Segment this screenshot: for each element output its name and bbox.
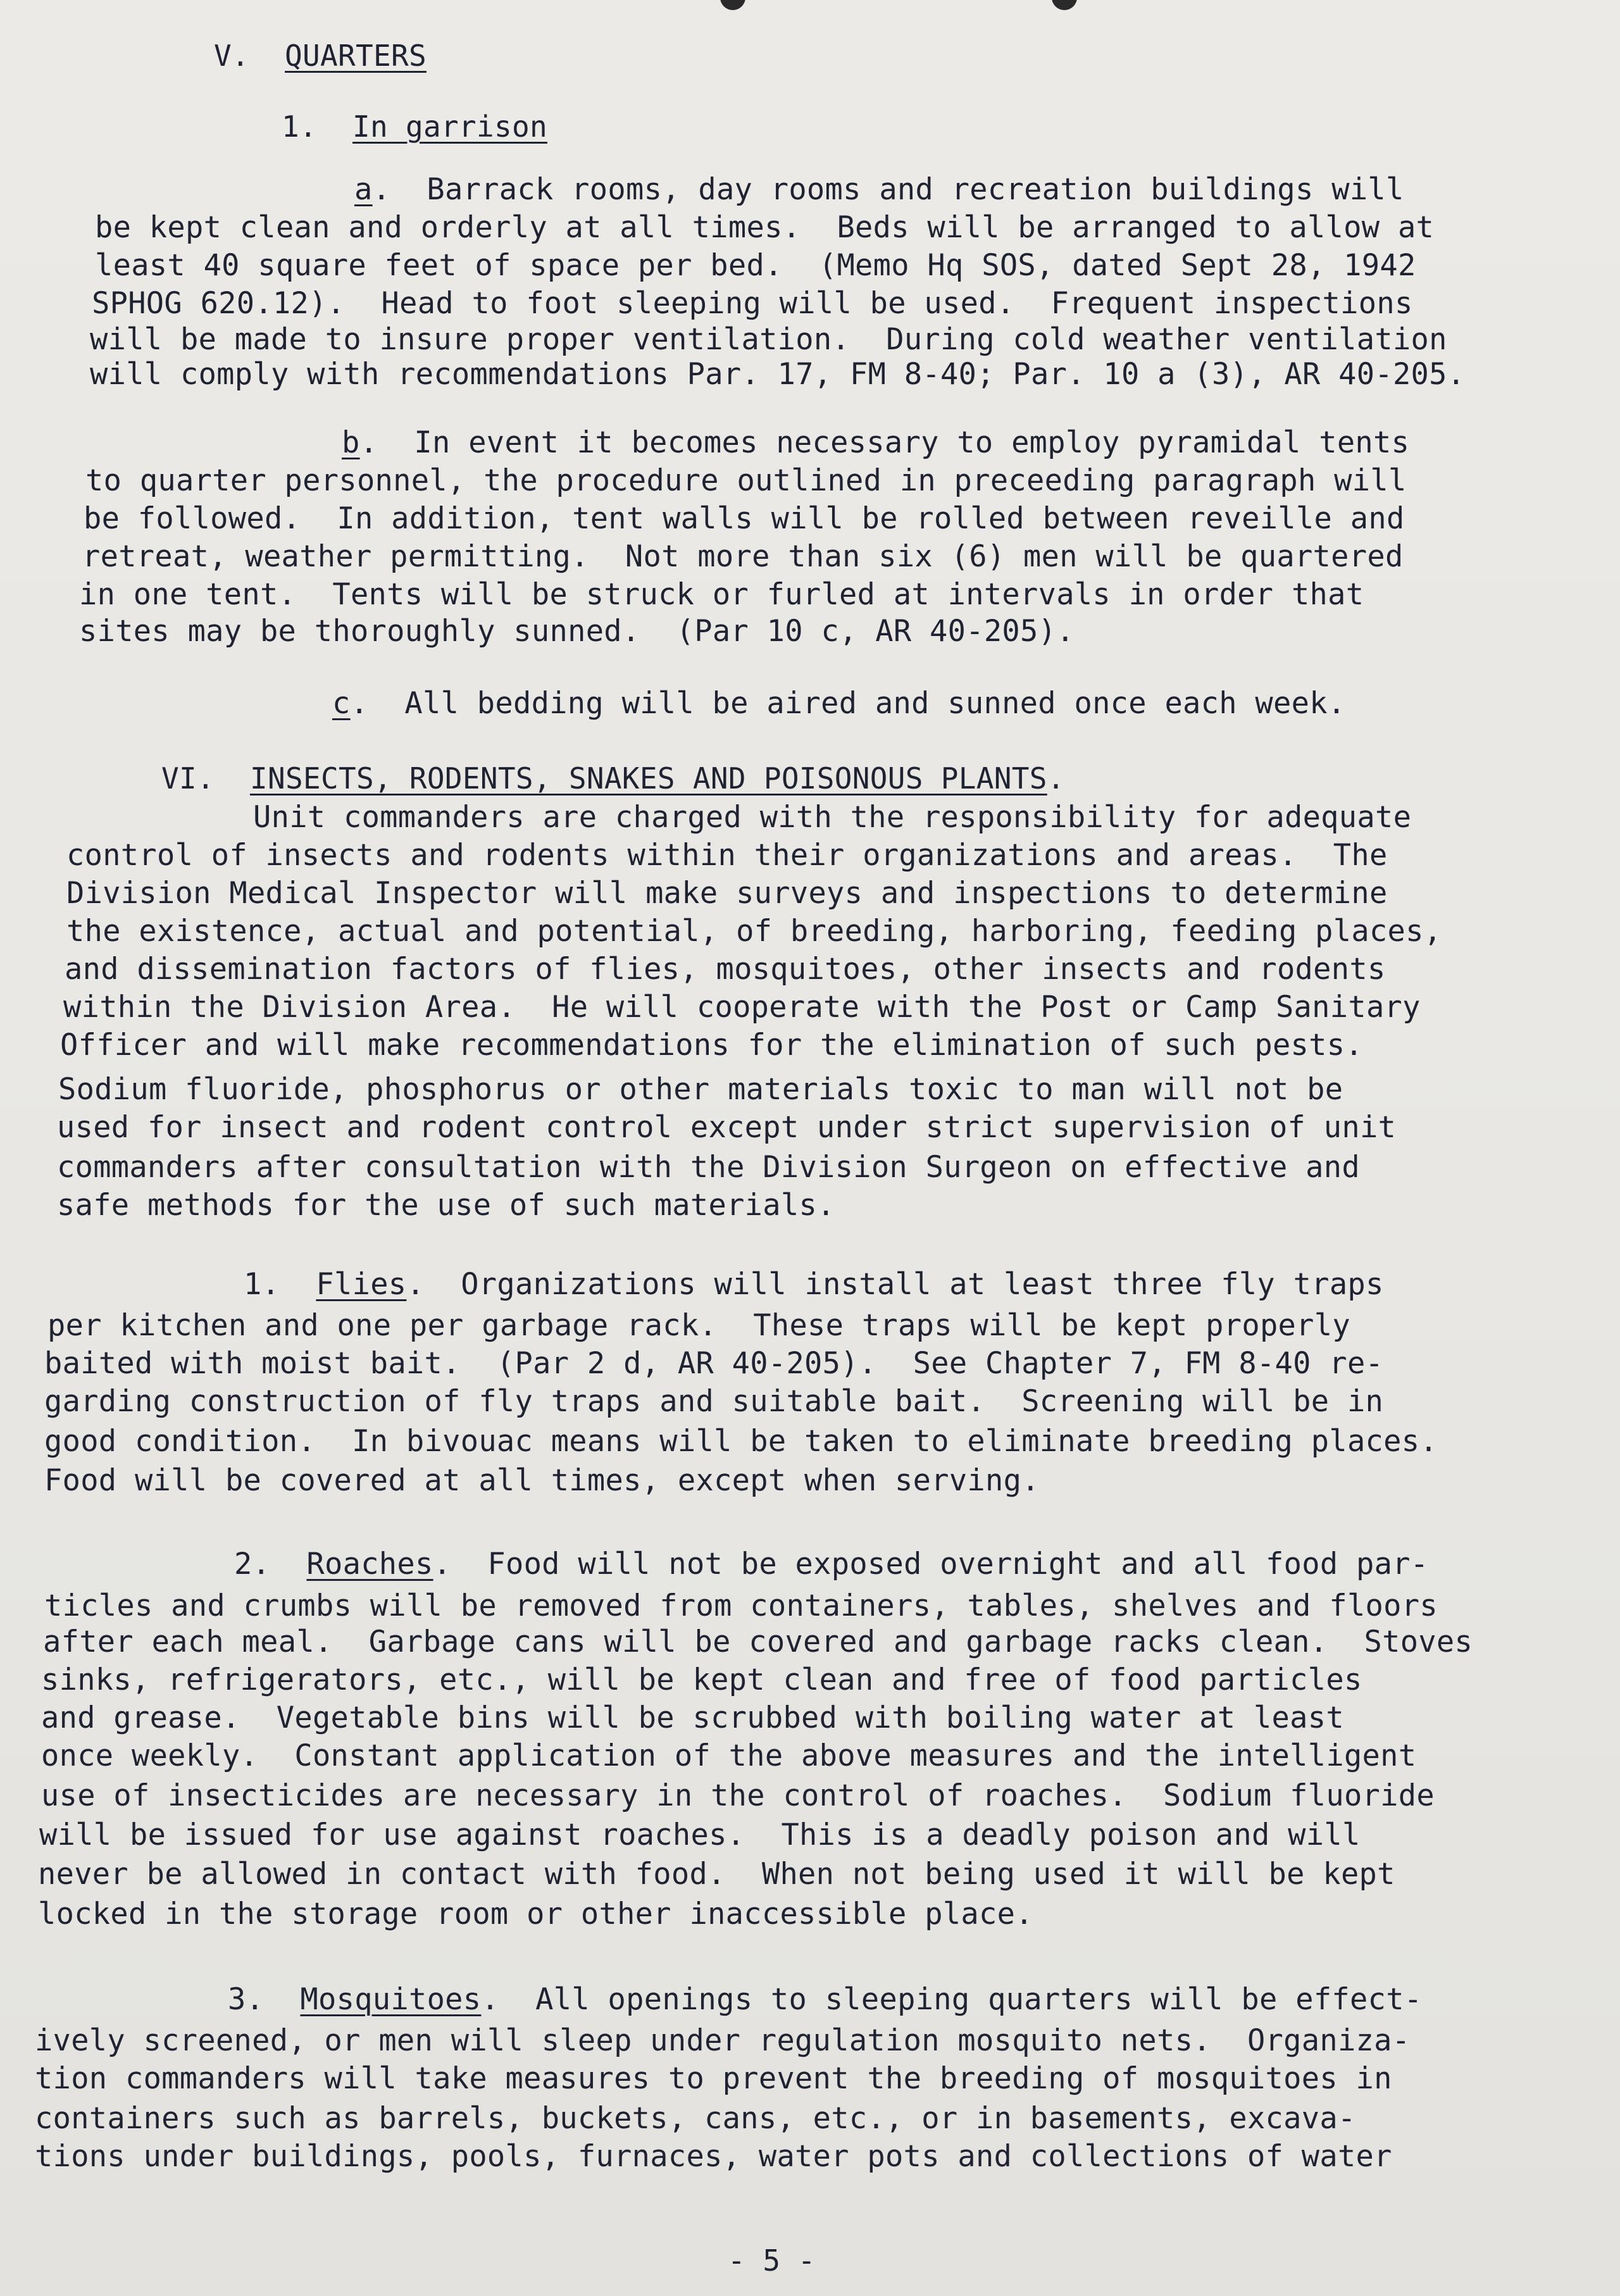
paragraph-line: after each meal. Garbage cans will be covered and garbage racks clean. Stoves	[43, 1625, 1473, 1659]
paragraph-letter: b	[342, 425, 360, 460]
paragraph-line: and grease. Vegetable bins will be scrubbed with boiling water at least	[41, 1700, 1344, 1735]
paragraph-line: a. Barrack rooms, day rooms and recreation buildings will	[354, 172, 1404, 207]
paragraph-line: and dissemination factors of flies, mosquitoes, other insects and rodents	[65, 952, 1386, 987]
paragraph-line: Division Medical Inspector will make surveys and inspections to determine	[66, 876, 1388, 911]
paragraph-line: used for insect and rodent control except under strict supervision of unit	[57, 1110, 1397, 1145]
paragraph-line: b. In event it becomes necessary to employ pyramidal tents	[342, 425, 1410, 460]
paragraph-line: garding construction of fly traps and suitable bait. Screening will be in	[44, 1384, 1384, 1419]
paragraph-line: Unit commanders are charged with the responsibility for adequate	[253, 800, 1412, 835]
paragraph-line: per kitchen and one per garbage rack. These traps will be kept properly	[47, 1308, 1350, 1343]
paragraph-line: in one tent. Tents will be struck or furled at intervals in order that	[79, 577, 1364, 612]
paragraph-line: SPHOG 620.12). Head to foot sleeping will be used. Frequent inspections	[92, 286, 1413, 321]
punch-hole	[1052, 0, 1077, 10]
paragraph-line: safe methods for the use of such materials.	[57, 1188, 835, 1223]
paragraph-line: will be issued for use against roaches. This is a deadly poison and will	[39, 1818, 1361, 1852]
paragraph-line: containers such as barrels, buckets, cans, etc., or in basements, excava-	[35, 2101, 1356, 2136]
paragraph-line: 2. Roaches. Food will not be exposed overnight and all food par-	[234, 1547, 1429, 1582]
paragraph-line: tions under buildings, pools, furnaces, water pots and collections of water	[35, 2139, 1392, 2174]
paragraph-line: good condition. In bivouac means will be taken to eliminate breeding places.	[44, 1424, 1438, 1459]
paragraph-line: tion commanders will take measures to prevent the breeding of mosquitoes in	[35, 2061, 1392, 2096]
paragraph-line: control of insects and rodents within their organizations and areas. The	[66, 838, 1388, 873]
paragraph-line: ively screened, or men will sleep under regulation mosquito nets. Organiza-	[35, 2023, 1411, 2058]
paragraph-line: locked in the storage room or other inaccessible place.	[38, 1897, 1033, 1931]
paragraph-letter: a	[354, 172, 373, 207]
paragraph-line: 3. Mosquitoes. All openings to sleeping quarters will be effect-	[228, 1982, 1423, 2017]
paragraph-line: be kept clean and orderly at all times. Beds will be arranged to allow at	[95, 210, 1435, 245]
punch-hole	[720, 0, 745, 10]
paragraph-line: Sodium fluoride, phosphorus or other materials toxic to man will not be	[58, 1072, 1343, 1107]
paragraph-line: within the Division Area. He will cooperate with the Post or Camp Sanitary	[63, 990, 1421, 1025]
paragraph-line: commanders after consultation with the Division Surgeon on effective and	[57, 1150, 1360, 1185]
paragraph-line: sinks, refrigerators, etc., will be kept clean and free of food particles	[41, 1663, 1362, 1697]
paragraph-line: Food will be covered at all times, except when serving.	[44, 1463, 1040, 1498]
paragraph-line: baited with moist bait. (Par 2 d, AR 40-205). See Chapter 7, FM 8-40 re-	[44, 1346, 1384, 1381]
paragraph-line: the existence, actual and potential, of breeding, harboring, feeding places,	[66, 914, 1442, 949]
paragraph-line: sites may be thoroughly sunned. (Par 10 c, AR 40-205).	[79, 614, 1075, 649]
paragraph-line: use of insecticides are necessary in the control of roaches. Sodium fluoride	[41, 1778, 1435, 1813]
section-vi-title: INSECTS, RODENTS, SNAKES AND POISONOUS PLANTS	[249, 761, 1047, 795]
paragraph-line: 1. Flies. Organizations will install at least three fly traps	[244, 1267, 1384, 1302]
paragraph-line: be followed. In addition, tent walls will be rolled between reveille and	[84, 501, 1405, 536]
section-v-heading: V. QUARTERS	[214, 39, 427, 73]
paragraph-line: retreat, weather permitting. Not more than six (6) men will be quartered	[82, 539, 1404, 574]
paragraph-line: to quarter personnel, the procedure outlined in preceeding paragraph will	[85, 463, 1407, 498]
paragraph-letter: c	[332, 686, 351, 721]
section-v-title: QUARTERS	[285, 39, 427, 73]
mosquitoes-title: Mosquitoes	[300, 1982, 482, 2017]
paragraph-line: never be allowed in contact with food. When not being used it will be kept	[38, 1857, 1395, 1892]
subsection-in-garrison: 1. In garrison	[282, 109, 547, 144]
page-number: - 5 -	[728, 2243, 816, 2278]
section-vi-heading: VI. INSECTS, RODENTS, SNAKES AND POISONOUS PLANTS.	[161, 761, 1065, 795]
paragraph-line: ticles and crumbs will be removed from containers, tables, shelves and floors	[44, 1588, 1438, 1623]
paragraph-line: will be made to insure proper ventilation. During cold weather ventilation	[90, 322, 1447, 357]
flies-title: Flies	[316, 1267, 407, 1302]
paragraph-line: least 40 square feet of space per bed. (Memo Hq SOS, dated Sept 28, 1942	[95, 248, 1416, 283]
paragraph-line: once weekly. Constant application of the above measures and the intelligent	[41, 1738, 1417, 1773]
paragraph-line: Officer and will make recommendations for the elimination of such pests.	[60, 1028, 1363, 1063]
paragraph-c: c. All bedding will be aired and sunned once each week.	[332, 686, 1346, 721]
roaches-title: Roaches	[306, 1547, 433, 1582]
paragraph-line: will comply with recommendations Par. 17, FM 8-40; Par. 10 a (3), AR 40-205.	[90, 357, 1466, 392]
